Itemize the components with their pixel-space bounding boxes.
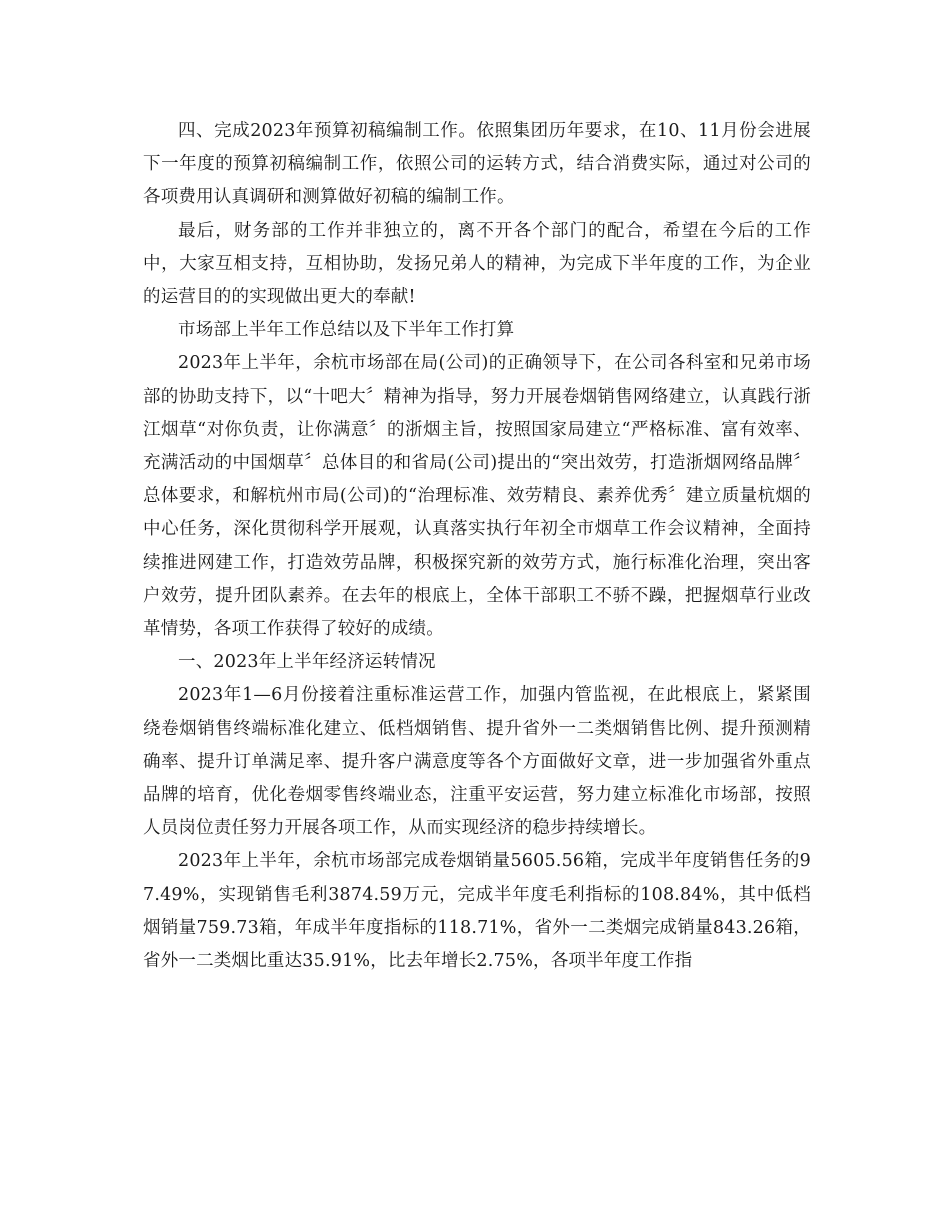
document-body [143, 115, 811, 978]
paragraph-market-overview: 2023年上半年，余杭市场部在局(公司)的正确领导下，在公司各科室和兄弟市场部的协助支持下，以“十吧大〞精神为指导，努力开展卷烟销售网络建立，认真践行浙江烟草“对你负责，让你满意〞的浙烟主旨，按照国家局建立“严格标准、富有效率、充满活动的中国烟草〞总体目的和省局(公司)提出的“突出效劳，打造浙烟网络品牌〞总体要求，和解杭州市局(公司)的“治理标准、效劳精良、素养优秀〞建立质量杭烟的中心任务，深化贯彻科学开展观，认真落实执行年初全市烟草工作会议精神，全面持续推进网建工作，打造效劳品牌，积极探究新的效劳方式，施行标准化治理，突出客户效劳，提升团队素养。在去年的根底上，全体干部职工不骄不躁，把握烟草行业改革情势，各项工作获得了较好的成绩。 [143, 353, 811, 640]
paragraph-finance-closing: 最后，财务部的工作并非独立的，离不开各个部门的配合，希望在今后的工作中，大家互相支持，互相协助，发扬兄弟人的精神，为完成下半年度的工作，为企业的运营目的的实现做出更大的奉献! [143, 220, 811, 308]
section-title-market-summary: 市场部上半年工作总结以及下半年工作打算 [178, 320, 515, 341]
paragraph-sales-figures: 2023年上半年，余杭市场部完成卷烟销量5605.56箱，完成半年度销售任务的97.49%，实现销售毛利3874.59万元，完成半年度毛利指标的108.84%，其中低档烟销量759.73箱，年成半年度指标的118.71%，省外一二类烟完成销量843.26箱，省外一二类烟比重达35.91%，比去年增长2.75%，各项半年度工作指 [143, 851, 811, 972]
paragraph-operation-details: 2023年1—6月份接着注重标准运营工作，加强内管监视，在此根底上，紧紧围绕卷烟销售终端标准化建立、低档烟销售、提升省外一二类烟销售比例、提升预测精确率、提升订单满足率、提升客户满意度等各个方面做好文章，进一步加强省外重点品牌的培育，优化卷烟零售终端业态，注重平安运营，努力建立标准化市场部，按照人员岗位责任努力开展各项工作，从而实现经济的稳步持续增长。 [143, 685, 811, 839]
paragraph-budget-draft: 四、完成2023年预算初稿编制工作。依照集团历年要求，在10、11月份会进展下一年度的预算初稿编制工作，依照公司的运转方式，结合消费实际，通过对公司的各项费用认真调研和测算做好初稿的编制工作。 [143, 121, 811, 208]
section-heading-economic-operation: 一、2023年上半年经济运转情况 [178, 652, 436, 673]
